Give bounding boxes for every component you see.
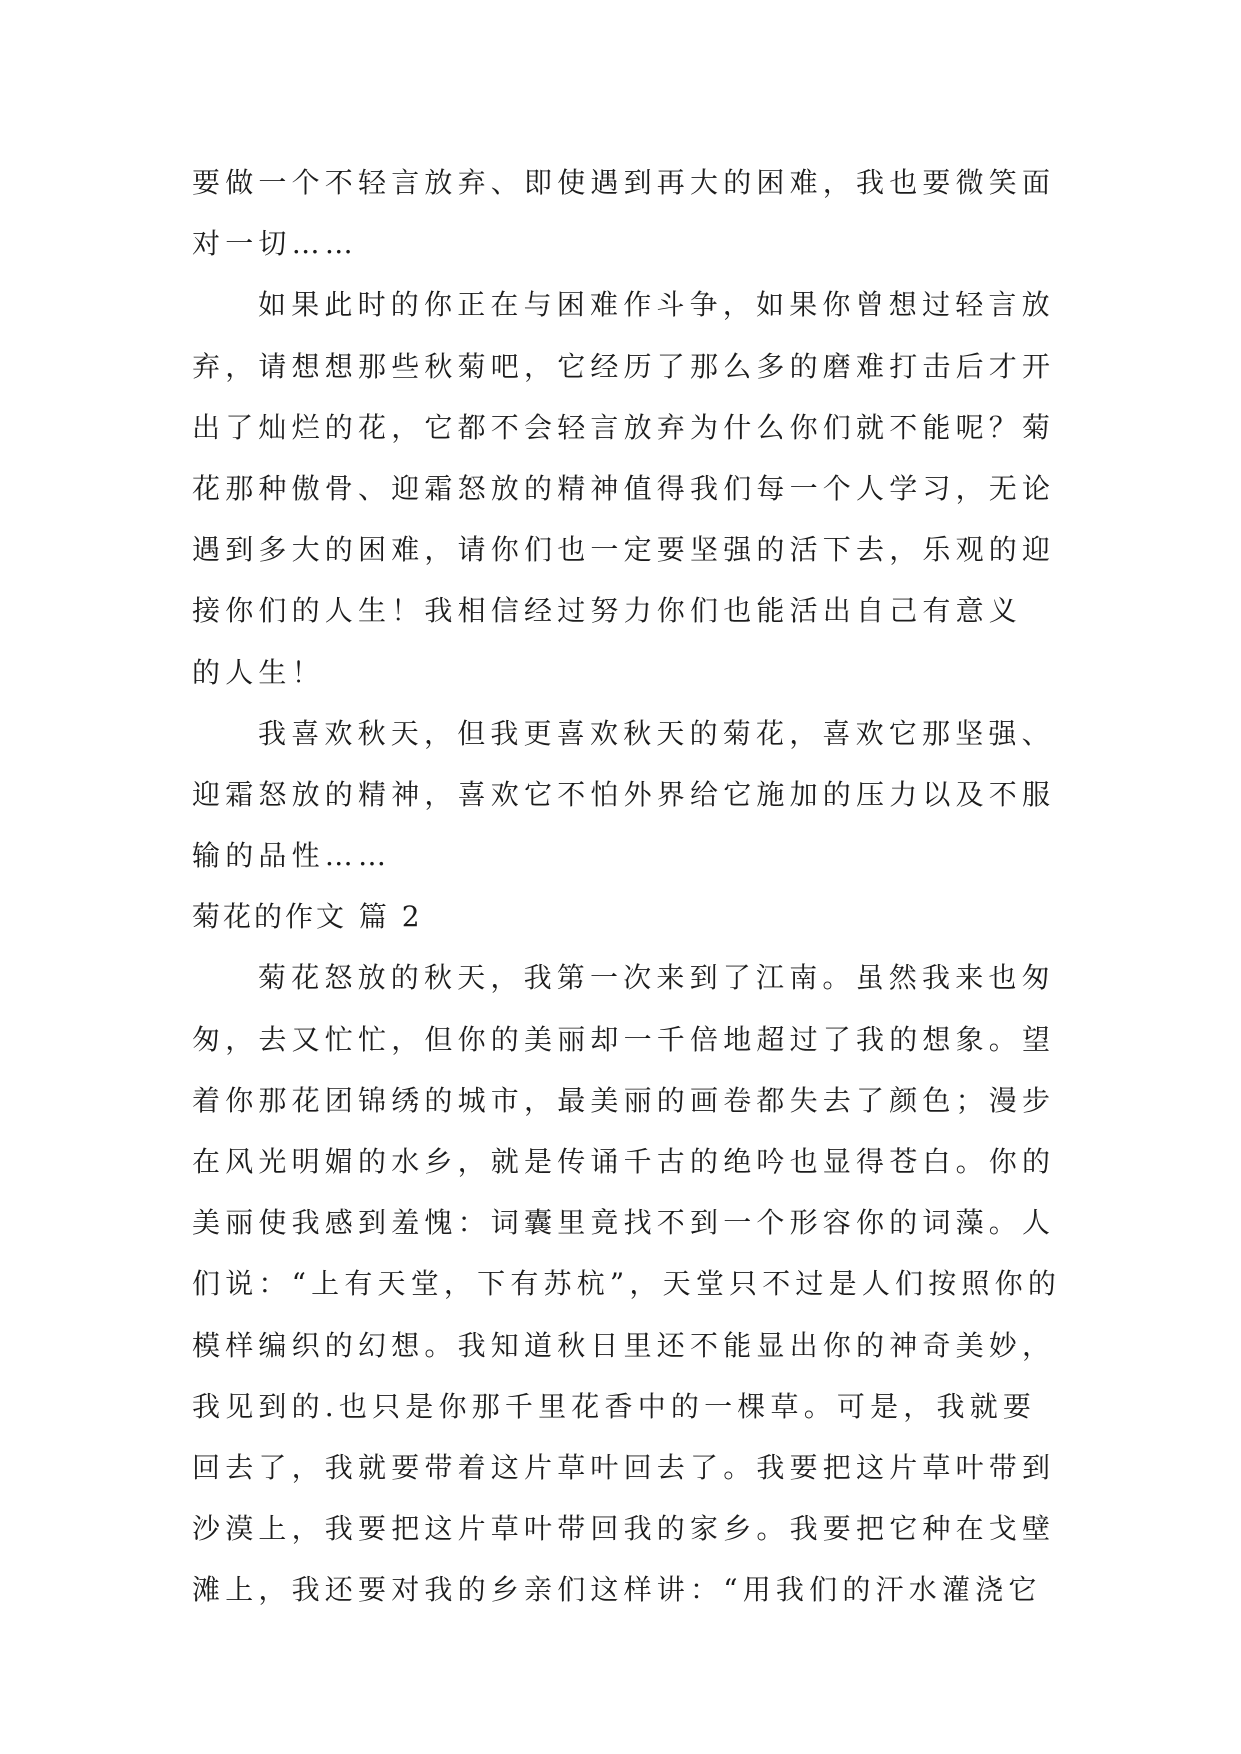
text-line: 的人生！ (192, 655, 325, 689)
text-line: 回去了，我就要带着这片草叶回去了。我要把这片草叶带到 (192, 1450, 1056, 1484)
text-line: 迎霜怒放的精神，喜欢它不怕外界给它施加的压力以及不服 (192, 777, 1056, 811)
text-line: 在风光明媚的水乡，就是传诵千古的绝吟也显得苍白。你的 (192, 1145, 1056, 1178)
text-line: 遇到多大的困难，请你们也一定要坚强的活下去，乐观的迎 (192, 533, 1056, 567)
text-line: 们说：“上有天堂，下有苏杭”，天堂只不过是人们按照你的 (192, 1267, 1062, 1301)
text-line: 输的品性…… (192, 839, 392, 873)
text-line: 沙漠上，我要把这片草叶带回我的家乡。我要把它种在戈壁 (192, 1512, 1056, 1546)
text-line: 滩上，我还要对我的乡亲们这样讲：“用我们的汗水灌浇它 (192, 1573, 1042, 1607)
paragraph-first-line: 我喜欢秋天，但我更喜欢秋天的菊花，喜欢它那坚强、 (258, 716, 1055, 750)
text-line: 匆，去又忙忙，但你的美丽却一千倍地超过了我的想象。望 (192, 1022, 1056, 1056)
text-line: 模样编织的幻想。我知道秋日里还不能显出你的神奇美妙， (192, 1328, 1056, 1362)
body-text (192, 152, 1062, 1621)
text-line: 对一切…… (192, 227, 359, 261)
text-line: 美丽使我感到羞愧：词囊里竟找不到一个形容你的词藻。人 (192, 1206, 1056, 1240)
text-line: 我见到的.也只是你那千里花香中的一棵草。可是，我就要 (192, 1389, 1037, 1423)
paragraph-first-line: 菊花怒放的秋天，我第一次来到了江南。虽然我来也匆 (258, 961, 1055, 995)
section-heading: 菊花的作文 篇 2 (192, 900, 423, 934)
text-line: 花那种傲骨、迎霜怒放的精神值得我们每一个人学习，无论 (192, 471, 1056, 505)
text-line: 弃，请想想那些秋菊吧，它经历了那么多的磨难打击后才开 (192, 349, 1056, 383)
paragraph-first-line: 如果此时的你正在与困难作斗争，如果你曾想过轻言放 (258, 288, 1055, 322)
text-line: 着你那花团锦绣的城市，最美丽的画卷都失去了颜色；漫步 (192, 1083, 1056, 1117)
text-line: 出了灿烂的花，它都不会轻言放弃为什么你们就不能呢？菊 (192, 410, 1056, 444)
text-line: 要做一个不轻言放弃、即使遇到再大的困难，我也要微笑面 (192, 166, 1056, 199)
text-line: 接你们的人生！我相信经过努力你们也能活出自己有意义 (192, 594, 1023, 628)
